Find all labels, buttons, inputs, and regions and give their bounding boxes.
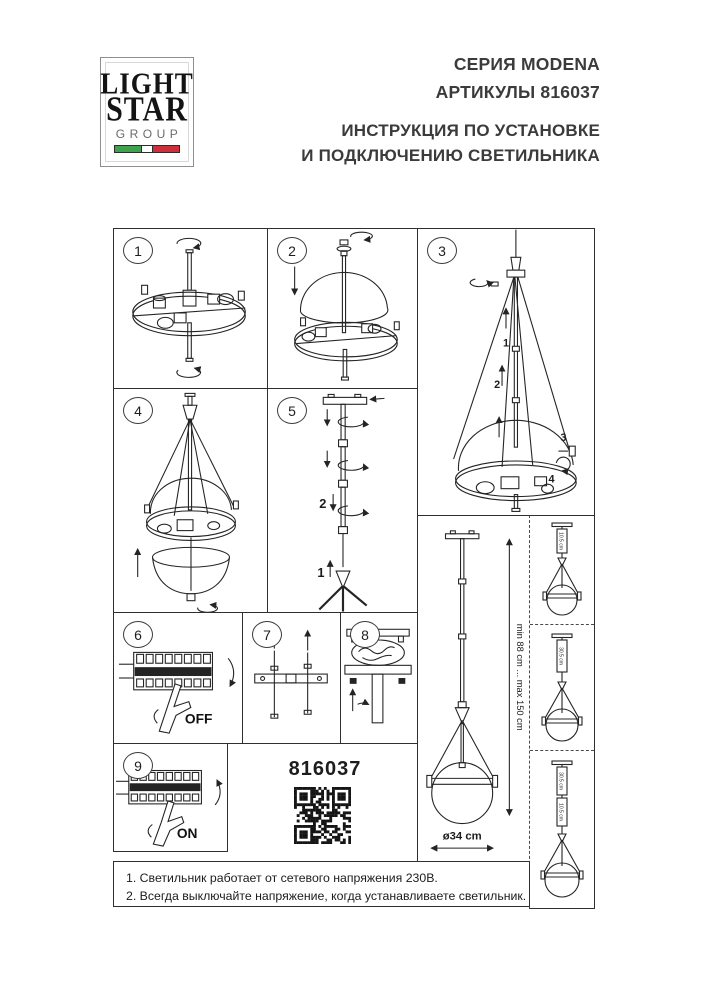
instruction-title-line1: ИНСТРУКЦИЯ ПО УСТАНОВКЕ — [341, 121, 600, 140]
rod-variant-c-drawing — [530, 754, 594, 906]
height-range-label: min 88 cm ... max 150 cm — [515, 623, 526, 731]
logo-text-group: GROUP — [115, 127, 183, 142]
breaker-off-label: OFF — [184, 711, 213, 727]
step-number: 4 — [123, 397, 153, 424]
grid-line — [530, 750, 594, 751]
italian-flag-stripe — [114, 145, 180, 153]
safety-notes — [113, 861, 530, 907]
step5-marker-1: 1 — [317, 564, 325, 580]
flag-red — [153, 146, 179, 152]
dimension-panel — [417, 515, 530, 862]
flag-white — [141, 146, 154, 152]
step3-marker-3: 3 — [560, 432, 567, 445]
flag-green — [115, 146, 141, 152]
dimension-drawing — [418, 516, 529, 861]
qr-code — [294, 787, 351, 844]
article-title: АРТИКУЛЫ 816037 — [435, 82, 600, 102]
step-number: 9 — [123, 752, 153, 779]
step3-marker-2: 2 — [494, 378, 501, 391]
lightstar-logo-inner — [100, 62, 194, 162]
rod-length-label: 30.5 cm — [557, 772, 564, 790]
instruction-title — [301, 118, 600, 168]
step3-marker-4: 4 — [548, 473, 555, 486]
step-panel-9 — [113, 743, 228, 852]
instruction-title-line2: И ПОДКЛЮЧЕНИЮ СВЕТИЛЬНИКА — [301, 146, 600, 165]
step-panel-2 — [267, 228, 418, 389]
step-number: 7 — [252, 621, 282, 648]
series-article-block — [436, 50, 600, 106]
step3-marker-1: 1 — [503, 337, 510, 350]
step-panel-5 — [267, 388, 418, 613]
rod-variant-b-drawing — [530, 628, 594, 748]
note-line: 1. Светильник работает от сетевого напряжения 230В. — [126, 871, 438, 885]
rod-variants-column — [529, 515, 595, 909]
rod-variant-a-drawing — [530, 516, 594, 622]
logo-text-star: STAR — [106, 90, 188, 129]
step-3-drawing — [418, 229, 594, 515]
step-number: 3 — [427, 237, 457, 264]
step-number: 5 — [277, 397, 307, 424]
grid-line — [530, 624, 594, 625]
note-line: 2. Всегда выключайте напряжение, когда устанавливаете светильник. — [126, 889, 527, 903]
step-panel-4 — [113, 388, 268, 613]
series-title: СЕРИЯ MODENA — [453, 54, 600, 74]
step-panel-6 — [113, 612, 243, 744]
step-panel-8 — [340, 612, 418, 744]
step-number: 1 — [123, 237, 153, 264]
step-number: 8 — [350, 621, 380, 648]
lightstar-logo — [100, 57, 194, 167]
step-number: 2 — [277, 237, 307, 264]
step-number: 6 — [123, 621, 153, 648]
diameter-label: ø34 cm — [442, 830, 482, 843]
step-panel-3 — [417, 228, 595, 516]
rod-length-label: 10.5 cm — [557, 532, 564, 550]
step-panel-7 — [242, 612, 341, 744]
step-panel-1 — [113, 228, 268, 389]
breaker-on-label: ON — [176, 826, 198, 842]
step5-marker-2: 2 — [319, 495, 327, 511]
article-number: 816037 — [288, 758, 362, 780]
rod-length-label: 10.5 cm — [557, 803, 564, 821]
logo-text-light: LIGHT — [100, 65, 194, 100]
rod-length-label: 30.5 cm — [557, 647, 564, 665]
